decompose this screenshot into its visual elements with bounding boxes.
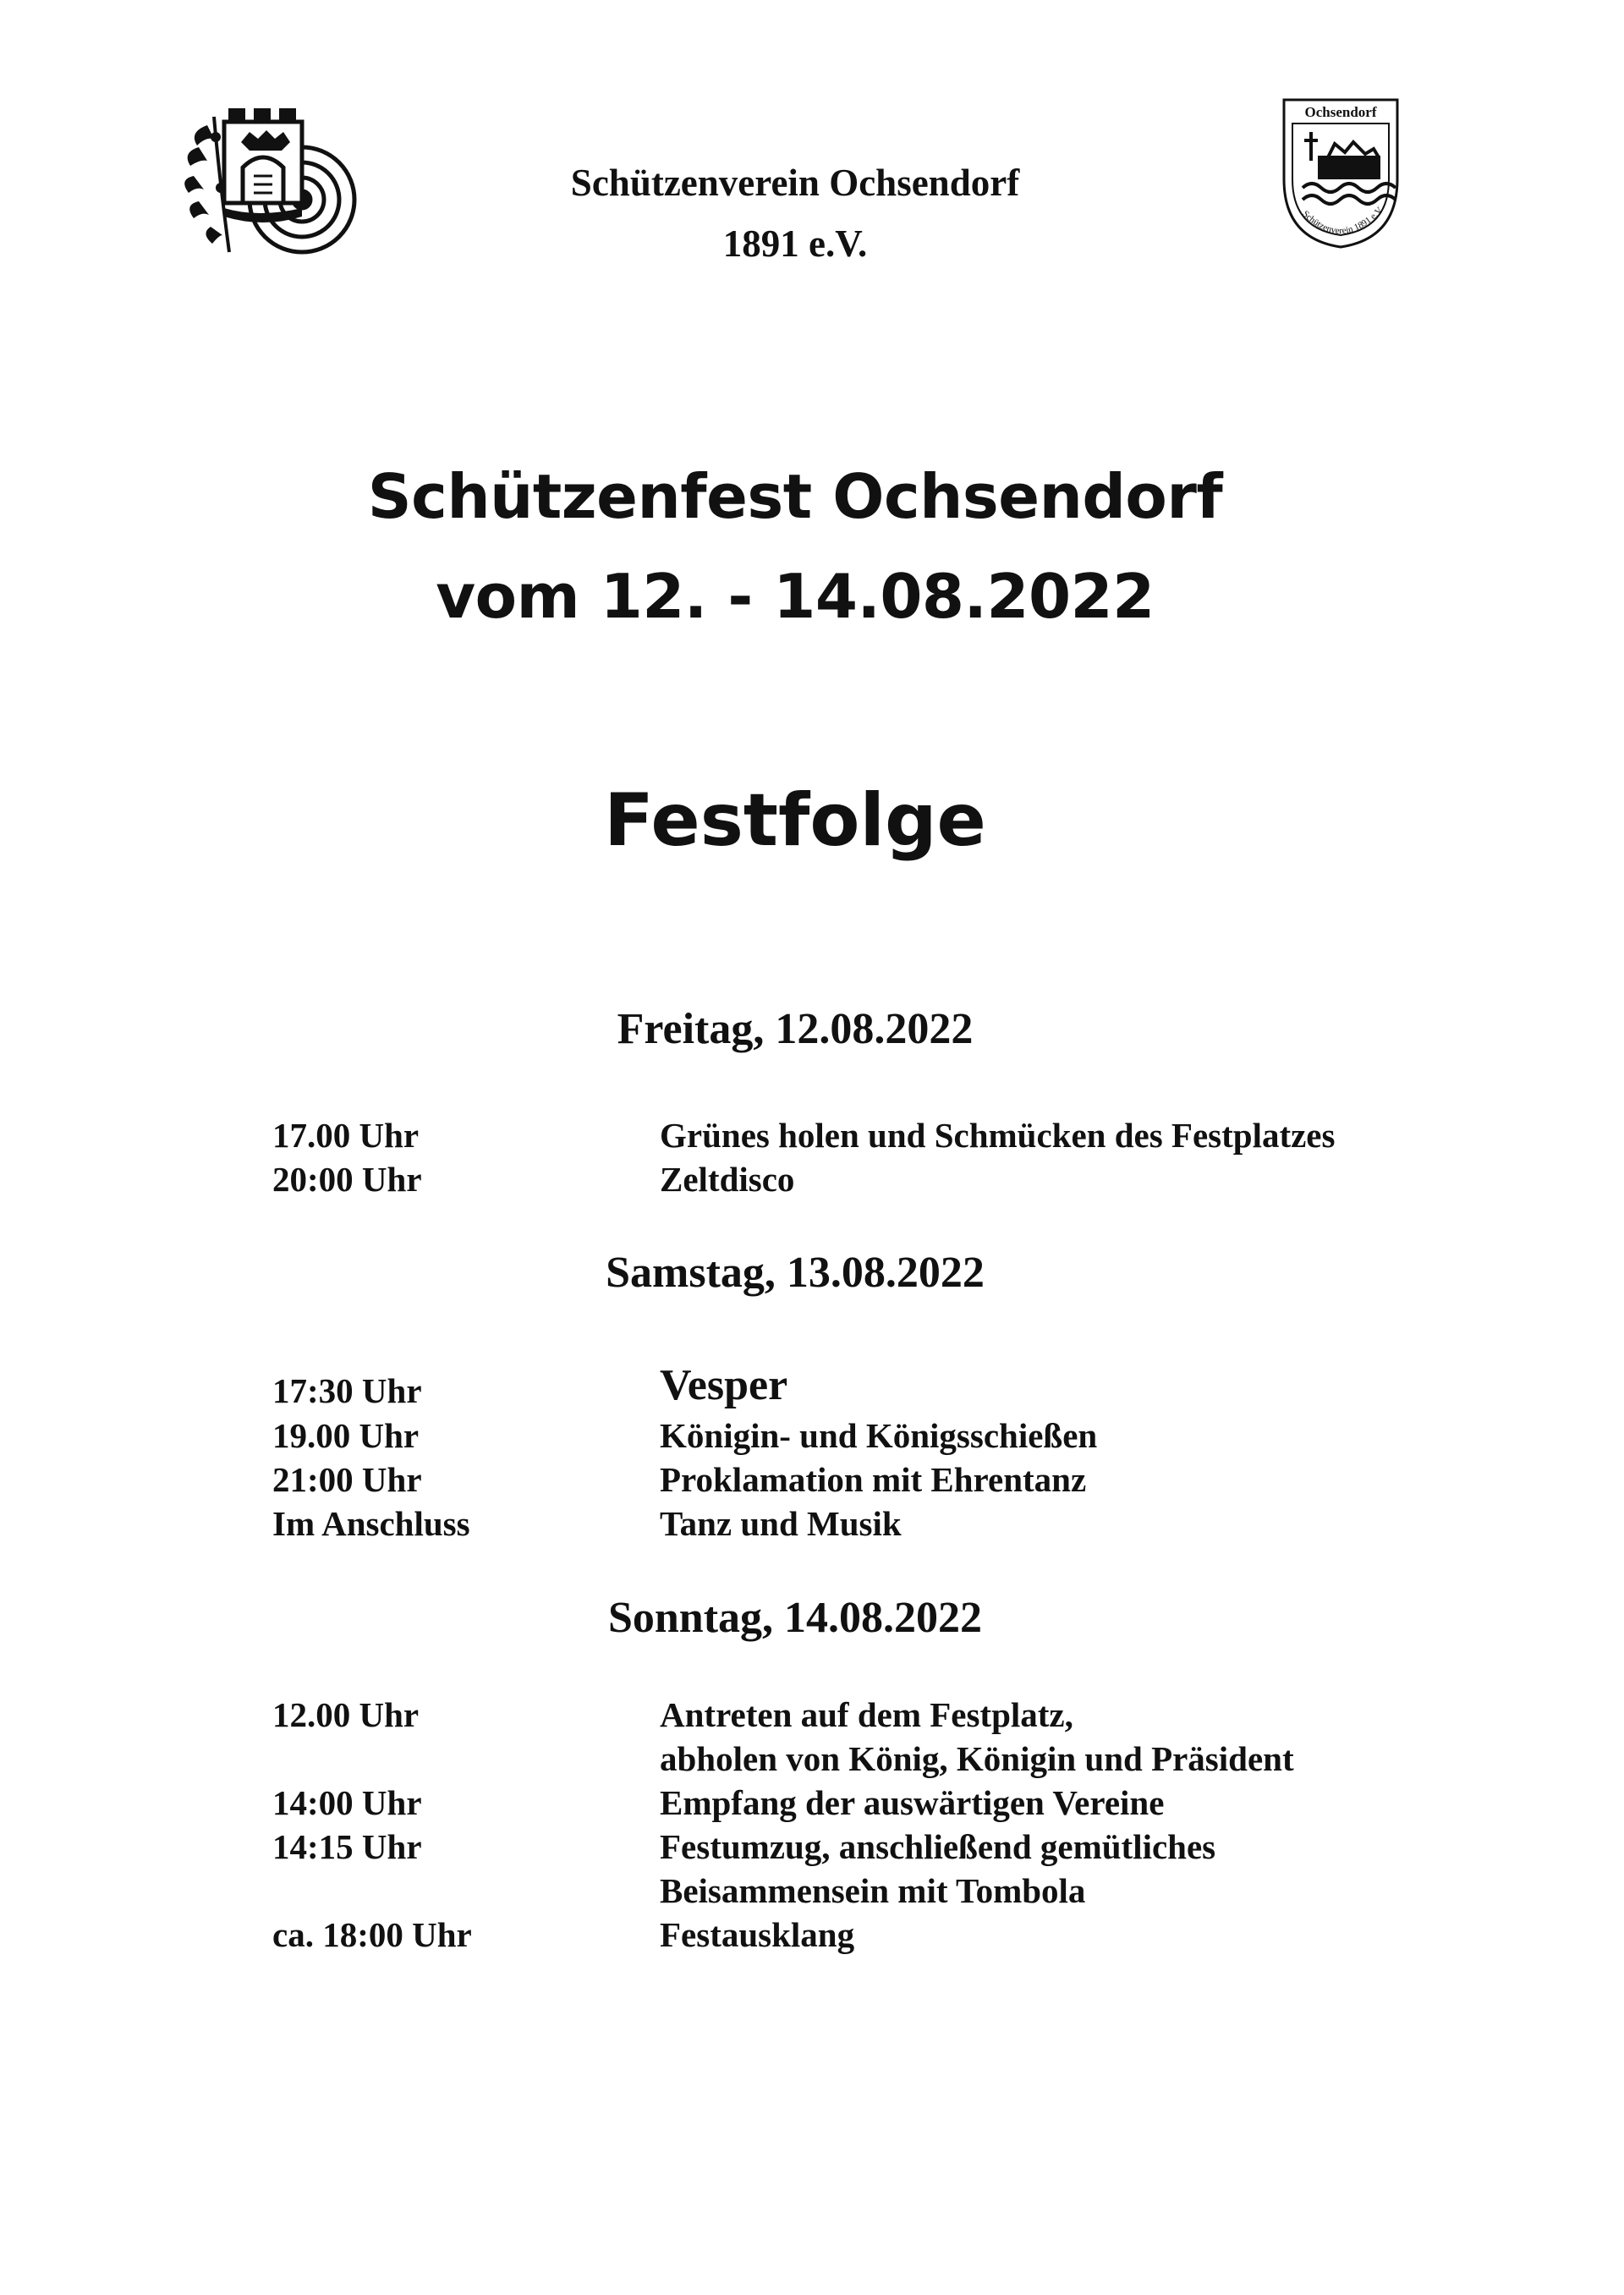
event-description: Empfang der auswärtigen Vereine [660,1783,1165,1822]
day-heading-saturday: Samstag, 13.08.2022 [606,1249,985,1297]
event-description: Königin- und Königsschießen [660,1416,1098,1455]
event-time: 14:15 Uhr [272,1827,422,1866]
event-time: 20:00 Uhr [272,1160,422,1199]
program-heading: Festfolge [604,778,986,863]
club-founding-year: 1891 e.V. [722,222,868,265]
event-title: Schützenfest Ochsendorf [367,461,1223,532]
schedule-row [0,1826,1624,1870]
schedule-row [0,1694,1624,1738]
schedule-row [0,1459,1624,1503]
schedule-row [0,1782,1624,1826]
event-time: 19.00 Uhr [272,1416,420,1455]
event-description: Zeltdisco [660,1160,795,1199]
day-heading-sunday: Sonntag, 14.08.2022 [607,1594,983,1642]
schedule-row-continuation [0,1870,1624,1914]
event-time: 14:00 Uhr [272,1783,422,1822]
event-time: 17:30 Uhr [272,1371,422,1410]
schedule-row [0,1914,1624,1958]
event-description-continued: abholen von König, Königin und Präsident [660,1739,1294,1778]
event-time: Im Anschluss [272,1504,470,1543]
event-date-range: vom 12. - 14.08.2022 [436,561,1155,632]
schedule-row [0,1415,1624,1459]
event-description-continued: Beisammensein mit Tombola [660,1871,1086,1910]
schedule-row [0,1159,1624,1203]
day-heading-friday: Freitag, 12.08.2022 [617,1005,974,1053]
event-description: Festausklang [660,1915,855,1954]
event-time: 21:00 Uhr [272,1460,422,1499]
event-description: Tanz und Musik [660,1504,902,1543]
emblem-ring-text: Schützenverein 1891 e.V [1300,206,1385,237]
event-time: 12.00 Uhr [272,1695,420,1734]
event-description: Grünes holen und Schmücken des Festplatzes [660,1116,1336,1155]
schedule-row [0,1115,1624,1159]
event-time: 17.00 Uhr [272,1116,420,1155]
event-description: Proklamation mit Ehrentanz [660,1460,1087,1499]
event-description: Vesper [660,1361,788,1409]
event-description: Festumzug, anschließend gemütliches [660,1827,1216,1866]
emblem-top-label: Ochsendorf [1304,104,1377,120]
schedule-row [0,1361,1624,1414]
schedule-row-continuation [0,1738,1624,1782]
club-shield-emblem-icon [1277,95,1404,251]
event-time: ca. 18:00 Uhr [272,1915,472,1954]
event-description: Antreten auf dem Festplatz, [660,1695,1073,1734]
schedule-row [0,1503,1624,1547]
club-name: Schützenverein Ochsendorf [570,162,1020,204]
